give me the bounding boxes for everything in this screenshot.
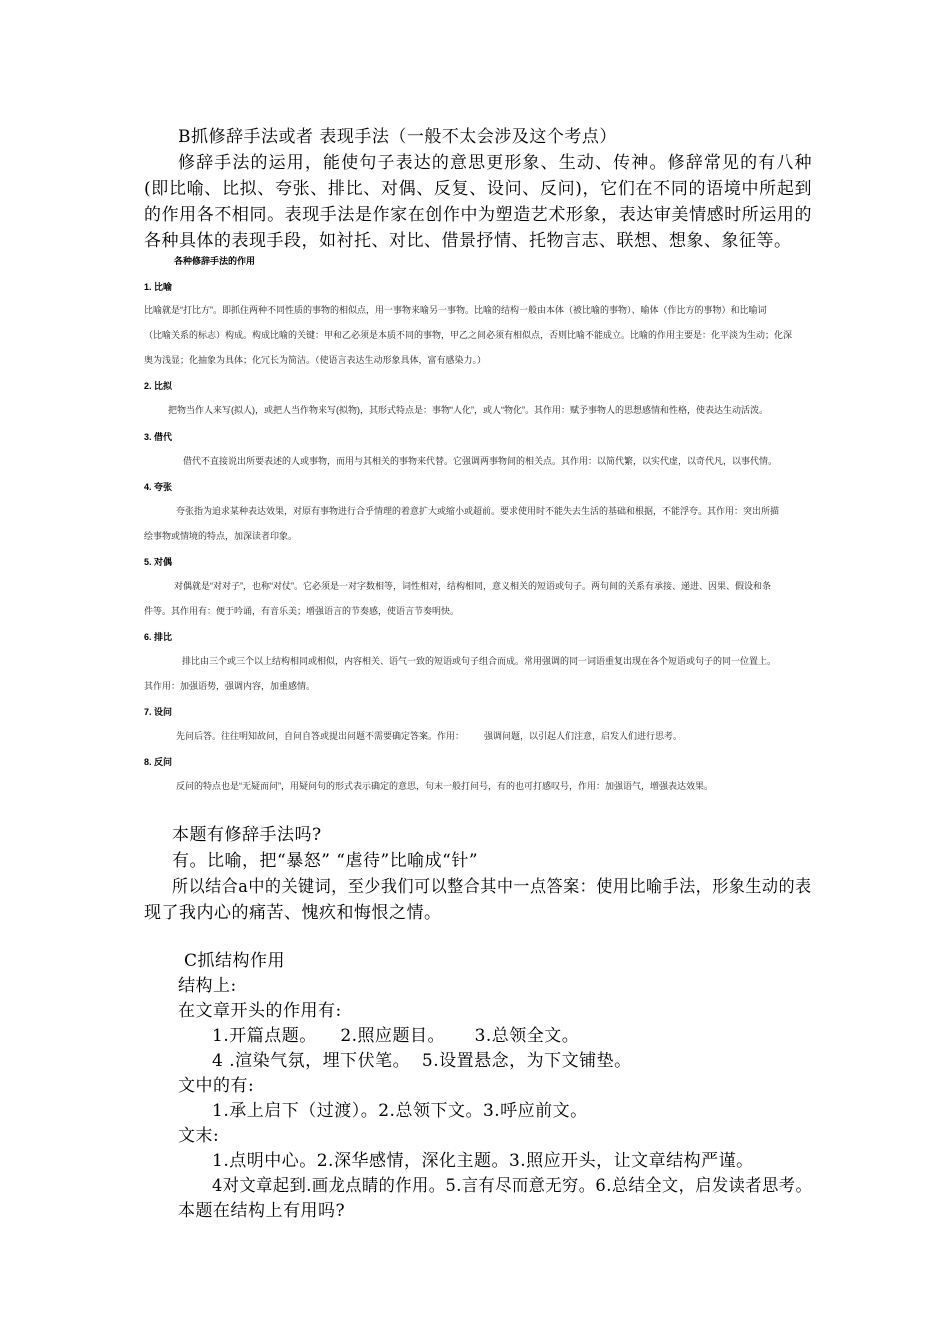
rhetoric-5-line-2: 件等。其作用有：便于吟诵，有音乐美；增强语言的节奏感，使语言节奏明快。 (144, 606, 460, 616)
section-b-heading: B抓修辞手法或者 表现手法（一般不太会涉及这个考点） (178, 127, 617, 147)
middle-label: 文中的有: (178, 1076, 255, 1096)
rhetoric-head-8: 8. 反问 (144, 757, 173, 767)
rhetoric-6-line-1: 排比由三个或三个以上结构相同或相似，内容相关、语气一致的短语或句子组合而成。常用强调的同一词语重复出现在各个短语或句子的同一位置上。 (182, 656, 777, 666)
section-c-heading: C抓结构作用 (184, 951, 286, 971)
rhetoric-5-line-1: 对偶就是“对对子”，也称“对仗”。它必须是一对字数相等，词性相对，结构相同，意义相关的短语或句子。两句间的关系有承接、递进、因果、假设和条 (174, 581, 771, 591)
rhetoric-head-6: 6. 排比 (144, 632, 173, 642)
rhetoric-head-4: 4. 夸张 (144, 482, 173, 492)
middle-item-1: 1.承上启下（过渡）。2.总领下文。3.呼应前文。 (212, 1101, 588, 1121)
rhetoric-1-line-1: 比喻就是“打比方”。即抓住两种不同性质的事物的相似点，用一事物来喻另一事物。比喻的结构一般由本体（被比喻的事物）、喻体（作比方的事物）和比喻词 (144, 305, 767, 315)
end-item-2: 4对文章起到.画龙点睛的作用。5.言有尽而意无穷。6.总结全文，启发读者思考。 (212, 1176, 813, 1196)
answer-b-1: 有。比喻，把“暴怒” “虐待”比喻成“针” (172, 851, 479, 871)
rhetoric-head-7: 7. 设问 (144, 707, 173, 717)
end-label: 文末: (178, 1126, 220, 1146)
rhetoric-6-line-2: 其作用：加强语势，强调内容，加重感情。 (144, 681, 316, 691)
rhetoric-head-2: 2. 比拟 (144, 381, 173, 391)
start-item-2: 4 .渲染气氛，埋下伏笔。 5.设置悬念，为下文铺垫。 (212, 1051, 632, 1071)
rhetoric-4-line-2: 绘事物或情境的特点，加深读者印象。 (144, 531, 298, 541)
rhetoric-4-line-1: 夸张指为追求某种表达效果，对原有事物进行合乎情理的着意扩大或缩小或超前。要求使用时不能失去生活的基础和根据，不能浮夸。其作用：突出所描 (176, 506, 780, 516)
rhetoric-2-line-1: 把物当作人来写(拟人)，或把人当作物来写(拟物)，其形式特点是：事物“人化”，或人“物化”。其作用：赋予事物人的思想感情和性格，使表达生动活泼。 (168, 405, 768, 415)
question-b: 本题有修辞手法吗? (172, 825, 322, 845)
section-c-question: 本题在结构上有用吗? (178, 1201, 346, 1221)
rhetoric-head-1: 1. 比喻 (144, 282, 173, 292)
structure-label: 结构上: (178, 976, 237, 996)
rhetoric-head-5: 5. 对偶 (144, 557, 173, 567)
rhetoric-1-line-2: （比喻关系的标志）构成。构成比喻的关键：甲和乙必须是本质不同的事物，甲乙之间必须有相似点，否则比喻不能成立。比喻的作用主要是：化平淡为生动；化深 (144, 330, 793, 340)
start-item-1: 1.开篇点题。 2.照应题目。 3.总领全文。 (212, 1026, 580, 1046)
rhetoric-1-line-3: 奥为浅显；化抽象为具体；化冗长为简洁。（使语言表达生动形象具体，富有感染力。） (144, 355, 487, 365)
section-b-intro: 修辞手法的运用，能使句子表达的意思更形象、生动、传神。修辞常见的有八种(即比喻、比拟、夸张、排比、对偶、反复、设问、反问)，它们在不同的语境中所起到的作用各不相同。表现手法是作家在创作中为塑造艺术形象，表达审美情感时所运用的各种具体的表现手段，如衬托、对比、借景抒情、托物言志、联想、想象、象征等。 (144, 153, 812, 251)
end-item-1: 1.点明中心。2.深华感情，深化主题。3.照应开头，让文章结构严谨。 (212, 1151, 754, 1171)
rhetoric-head-3: 3. 借代 (144, 432, 173, 442)
answer-b-2-line-1: 所以结合a中的关键词，至少我们可以整合其中一点答案：使用比喻手法，形象生动的表 (172, 877, 812, 897)
rhetoric-8-line-1: 反问的特点也是“无疑而问”，用疑问句的形式表示确定的意思，句末一般打问号，有的也可打感叹号，作用：加强语气，增强表达效果。 (176, 781, 713, 791)
rhetoric-table-title: 各种修辞手法的作用 (174, 256, 256, 266)
answer-b-2-line-2: 现了我内心的痛苦、愧疚和悔恨之情。 (144, 903, 442, 923)
start-label: 在文章开头的作用有: (178, 1001, 342, 1021)
rhetoric-7-line-1: 先问后答。往往明知故问，自问自答或提出问题不需要确定答案。作用： 强调问题，以引起人们注意，启发人们进行思考。 (176, 731, 683, 741)
rhetoric-3-line-1: 借代不直接说出所要表述的人或事物，而用与其相关的事物来代替。它强调两事物间的相关点。其作用：以简代繁，以实代虚，以奇代凡，以事代情。 (183, 456, 778, 466)
